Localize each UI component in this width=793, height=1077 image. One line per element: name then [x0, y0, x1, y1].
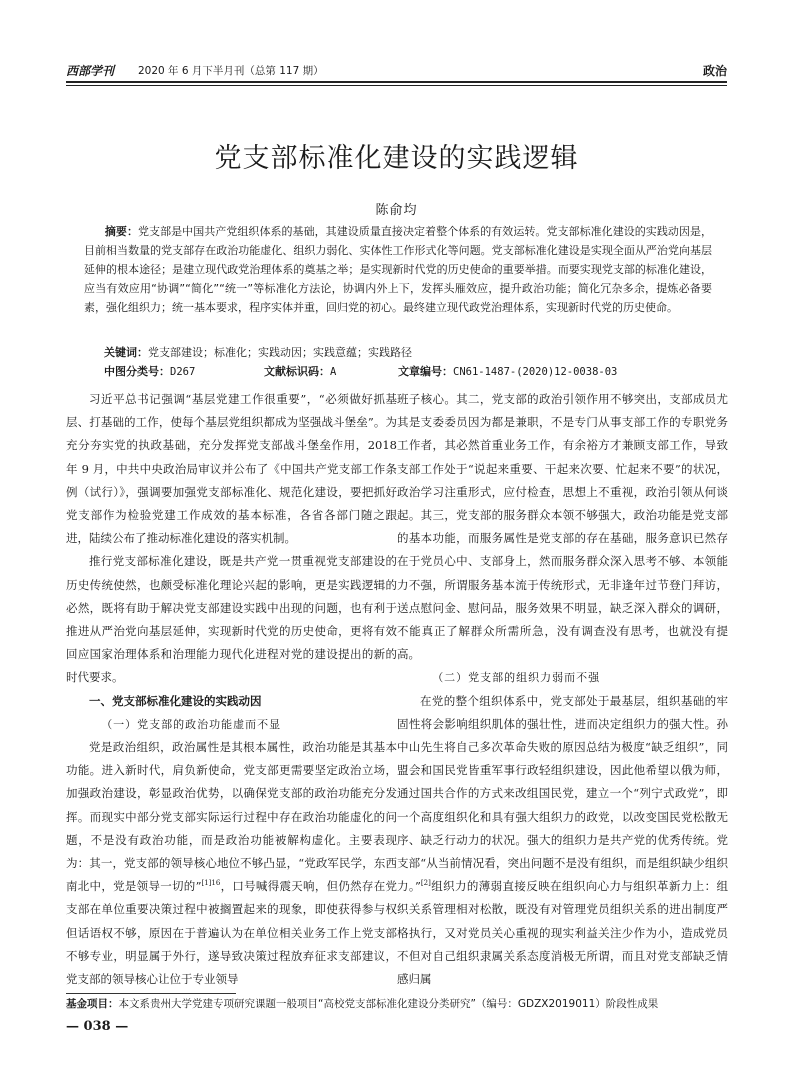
abstract-text: 党支部是中国共产党组织体系的基础，其建设质量直接决定着整个体系的有效运转。党支部标准化建设的实践动因是，目前相当数量的党支部存在政治功能虚化、组织力弱化、实体性工作形式化等问题。党支部标准化建设是实现全面从严治党向基层延伸的根本途径；是建立现代政党治理体系的奠基之举；是实现新时代党的历史使命的重要举措。而要实现党支部的标准化建设，应当有效应用“协调”“简化”“统一”等标准化方法论，协调内外上下，发挥头雁效应，提升政治功能；简化冗杂多余，提炼必备要素，强化组织力；统一基本要求，程序实体并重，回归党的初心。最终建立现代政党治理体系，实现新时代党的历史使命。 — [84, 225, 713, 314]
funding-footnote — [66, 996, 727, 1012]
body-column-left — [66, 388, 397, 991]
doc-code-value: A — [330, 366, 337, 378]
paragraph-text: ，口号喊得震天响，但仍然存在党支部在单位重要决策过程中被搁置起来的现象，即使获得参与权但话语权不够，原因在于普遍认为在单位相关业务工作上党支部不够专业，明显属于外行，遂导致决策过程放弃征求支部建议，党支部的领导核心让位于专业领导 — [66, 879, 397, 987]
issue-info: 2020 年 6 月下半月刊（总第 117 期） — [138, 65, 324, 77]
clc-label: 中图分类号： — [104, 365, 170, 378]
paragraph: 推行党支部标准化建设，既是共产党一贯重视党支部建设的历史传统使然，也颇受标准化理论兴起的影响，更是实践逻辑的必然，既将有助于解决党支部建设实践中出现的问题，也有利于推进从严治党向基层延伸，实现新时代党的历史使命，更将有效回应国家治理体系和治理能力现代化进程对党的建设提出的新的时代要求。 — [66, 554, 397, 685]
subsection-heading: （二）党支部的组织力弱而不强 — [432, 671, 601, 685]
abstract-label: 摘要： — [104, 225, 139, 238]
keywords — [104, 344, 712, 362]
article-title: 党支部标准化建设的实践逻辑 — [214, 143, 579, 174]
subsection-heading: （一）党支部的政治功能虚而不显 — [101, 717, 282, 731]
header-rule-thick — [66, 81, 727, 83]
page-number: — 038 — — [66, 1019, 129, 1034]
paragraph — [66, 736, 397, 991]
article-number-item — [398, 363, 617, 381]
header-rule-thin — [66, 85, 727, 86]
article-number-value: CN61-1487-(2020)12-0038-03 — [453, 366, 618, 378]
doc-code-label: 文献标识码： — [264, 365, 330, 378]
abstract — [84, 222, 712, 317]
article-author: 陈俞均 — [375, 203, 418, 218]
column-name: 政治 — [702, 64, 727, 78]
citation-ref: [1]16 — [201, 879, 221, 888]
paragraph-text: 组织力的薄弱直接反映在组织向心力与组织革新力上：组织关系管理相对松散，既没有对管理党员组织关系的进出制度严格执行，又对党员关心重视的现实利益关注少作为小，造成党员不但对自己组织隶属关系态度消极无所谓，而且对党支部缺乏情感归属 — [397, 879, 728, 987]
keywords-label: 关键词： — [104, 346, 148, 359]
paragraph-text: 在党的整个组织体系中，党支部处于最基层，组织基础的牢固性将会影响组织肌体的强壮性，进而决定组织力的强大性。孙中山先生将自己多次革命失败的原因总结为极度“缺乏组织”，同盟会和国民党皆重军事行政轻组织建设，因此他希望以俄为师，通过国共合作的方式来改组国民党，建立一个“列宁式政党”，即一个高度组织化和具有强大组织力的政党，以改变国民党松散无序、缺乏行动力的状况。强大的组织力是共产党的优秀传统。党支部“从当前情况看，突出问题不是没有组织，而是组织缺少组织力。” — [397, 693, 728, 894]
article-number-label: 文章编号： — [398, 365, 453, 378]
section-heading: 一、党支部标准化建设的实践动因 — [89, 693, 262, 708]
footnote-text: 本文系贵州大学党建专项研究课题一般项目“高校党支部标准化建设分类研究”（编号：GDZX2019011）阶段性成果 — [118, 998, 659, 1010]
body-column-right — [397, 388, 728, 991]
footnote-rule — [66, 993, 236, 994]
keywords-text: 党支部建设；标准化；实践动因；实践意蕴；实践路径 — [148, 346, 412, 359]
paragraph: 习近平总书记强调“基层党建工作很重要”，“必须做好抓基层、打基础的工作，使每个基层党组织都成为坚强战斗堡垒”。为充分夯实党的执政基础，充分发挥党支部战斗堡垒作用，2018 年 9 月，中共中央政治局审议并公布了《中国共产党支部工作条例（试行）》，强调要加强党支部标准化、规范化建设，要把抓好党支部作为检验党建工作成效的基本标准，各省各部门随之跟进，陆续公布了推动标准化建设的落实机制。 — [66, 392, 397, 546]
doc-code-item — [264, 363, 336, 381]
footnote-label: 基金项目： — [66, 998, 119, 1010]
paragraph-text: 党是政治组织，政治属性是其根本属性，政治功能是其基本功能。进入新时代，肩负新使命，党支部更需要坚定政治立场，加强政治建设，彰显政治优势，以确保党支部的政治功能充分发挥。而现实中部分党支部实际运行过程中存在政治功能虚化的问题，不是没有政治功能，而是政治功能被解构虚化。主要表现为：其一，党支部的领导核心地位不够凸显，“党政军民学，东西南北中，党是领导一切的” — [66, 740, 397, 894]
classification-meta — [104, 363, 712, 381]
clc-value: D267 — [170, 366, 196, 378]
journal-name: 西部学刊 — [66, 64, 115, 78]
clc-item — [104, 363, 195, 381]
citation-ref: [2] — [420, 879, 431, 888]
paragraph — [397, 690, 728, 992]
paragraph: 班子核心。其二，党支部的政治引领作用不够突出，支部成员尤其是支委委员因为都是兼职，不是专门从事支部工作的专职党务工作者，其必然首重业务工作，有余裕方才兼顾支部工作，导致支部工作处于“说起来重要、干起来次要、忙起来不要”的状况，政治学习注重形式，应付检查，思想上不重视，政治引领从何谈起。其三，党支部的服务群众本领不够强大，政治功能是党支部的基本功能，而服务属性是党支部的存在基础，服务意识已然存在于党员心中、支部身上，然而服务群众深入思考不够、本领能力不强，所谓服务基本流于传统形式，无非逢年过节登门拜访，送点慰问金、慰问品，服务效果不明显，缺乏深入群众的调研，不能真正了解群众所需所急，没有调查没有思考，也就没有提高。 — [397, 392, 728, 662]
running-header — [66, 62, 727, 78]
